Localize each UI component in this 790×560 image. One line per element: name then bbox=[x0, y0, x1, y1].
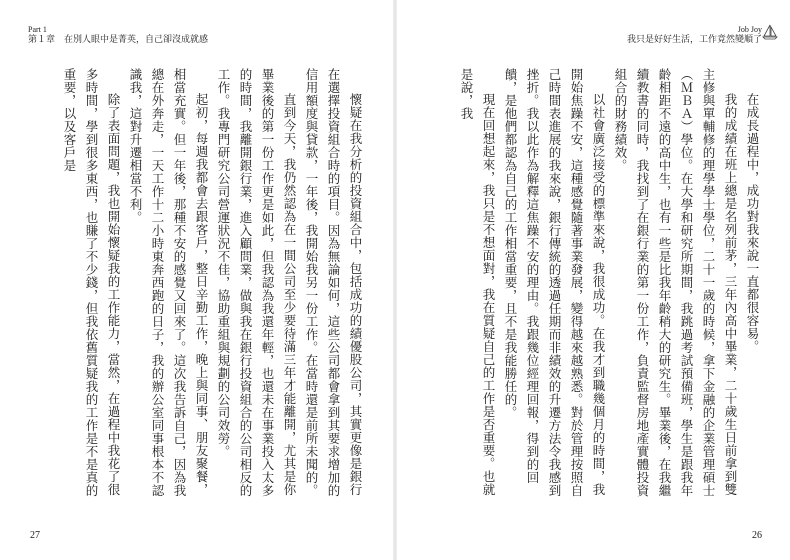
running-header-right bbox=[627, 24, 762, 46]
left-body-text bbox=[62, 68, 366, 508]
page-number-right: 26 bbox=[752, 530, 762, 541]
header-part: Part 1 bbox=[28, 25, 47, 34]
paragraph: 懷疑在我分析的投資組合中，包括成功的績優股公司，其實更像是銀行在選擇投資組合時的項目。因為無論如何，這些公司都會拿到其要求增加的信用額度與貸款，一年後，我開始我另一份工作。在當時還是前所未聞的。 bbox=[304, 68, 363, 497]
header-series: Job Joy bbox=[737, 25, 762, 34]
sailboat-icon bbox=[760, 22, 780, 42]
header-chapter: 第１章 在別人眼中是菁英，自己卻沒成就感 bbox=[28, 35, 209, 45]
paragraph: 直到今天，我仍然認為在一間公司至少要待滿三年才能離開，尤其是你畢業後的第一份工作更是如此，但我認為我還年輕，也還未在事業投入太多的時間，我離開銀行業，進入顧問業，做與我在銀行投資組合的公司相反的工作。我專門研究公司營運狀況不佳，協助重組與規劃的公司效勞。 bbox=[216, 68, 297, 497]
paragraph: 我的成績在班上總是名列前茅，三年內高中畢業，二十歲生日前拿到雙主修與單輔修的理學學士學位，二十一歲的時候，拿下金融的企業管理碩士（ＭＢＡ）學位。在大學和研究所期間，我跳過考試預備班，學生是跟我年齡相距不遠的高中生，也有一些是比我年齡稍大的研究生。畢業後，在我繼續教書的同時，我找到了在銀行業的第一份工作，負責監督房地產實體投資組合的財務績效。 bbox=[613, 68, 738, 497]
paragraph: 以社會廣泛接受的標準來說，我很成功。在我才到職幾個月的時間，我開始焦躁不安，這種感覺隨著事業發展，變得越來越熟悉。對於管理按照自己時間表進展的我來說，銀行傳統的透過任期而非績效的升遷方法令我感到挫折。我以此作為解釋這焦躁不安的理由。我跟幾位經理回報，得到的回饋，是他們都認為自己的工作相當重要，且不是我能勝任的。 bbox=[503, 68, 606, 497]
header-title: 我只是好好生活，工作竟然變順了 bbox=[626, 35, 762, 45]
paragraph: 起初，每週我都會去跟客戶，整日辛勤工作，晚上與同事、朋友聚餐，相當充實。但一年後，那種不安的感覺又回來了。這次我告訴自己，因為我總在外奔走，一天工作十二小時東奔西跑的日子，我的辦公室同事根本不認識我，這對升遷相當不利。 bbox=[128, 68, 209, 497]
paragraph: 除了表面問題，我也開始懷疑我的工作能力，當然，在過程中我花了很多時間，學到很多東西，也賺了不少錢，但我依舊質疑我的工作是不是真的重要，以及客戶是 bbox=[62, 68, 121, 497]
paragraph: 在成長過程中，成功對我來說一直都很容易。 bbox=[745, 93, 760, 353]
running-header-left bbox=[28, 24, 208, 46]
page-number-left: 27 bbox=[30, 530, 40, 541]
right-page bbox=[397, 0, 790, 560]
paragraph: 現在回想起來，我只是不想面對，我在質疑自己的工作是否重要。也就是說，我 bbox=[459, 68, 496, 496]
left-page bbox=[0, 0, 393, 560]
right-body-text bbox=[445, 68, 763, 508]
